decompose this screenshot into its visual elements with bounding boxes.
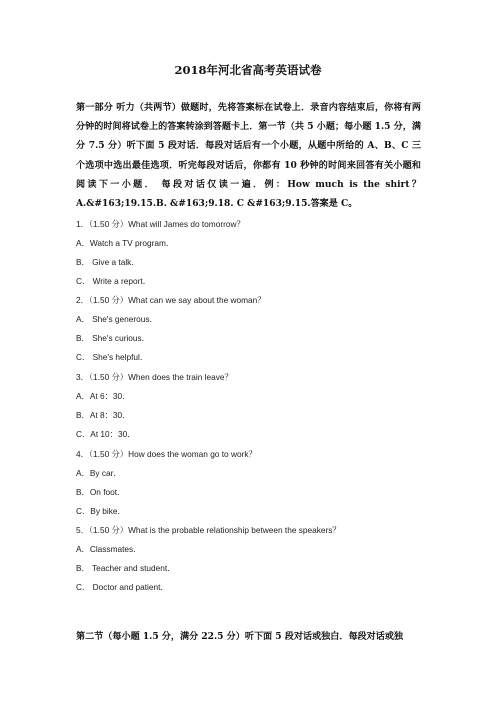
question-5-option-a: A．Classmates．	[76, 544, 142, 554]
question-4-option-c: C．By bike．	[76, 506, 126, 516]
question-4-option-b: B．On foot．	[76, 487, 126, 497]
question-5-option-c: C． Doctor and patient．	[76, 582, 169, 592]
question-1-option-b: B． Give a talk．	[76, 257, 140, 267]
section-2-heading: 第二节（每小题 1.5 分，满分 22.5 分）听下面 5 段对话或独白．每段对话或独	[76, 631, 404, 642]
exam-title: 2018年河北省高考英语试卷	[174, 63, 322, 77]
question-4-stem: 4．（1.50 分）How does the woman go to work？	[76, 449, 257, 459]
question-2-stem: 2．（1.50 分）What can we say about the woman？	[76, 295, 266, 305]
question-1-option-a: A．Watch a TV program．	[76, 238, 175, 248]
question-1-stem: 1．（1.50 分）What will James do tomorrow？	[76, 219, 245, 229]
question-5-stem: 5．（1.50 分）What is the probable relationship between the speakers？	[76, 525, 341, 535]
question-2-option-b: B． She's curious．	[76, 333, 150, 343]
question-2-option-c: C． She's helpful．	[76, 352, 149, 362]
question-4-option-a: A．By car．	[76, 468, 122, 478]
question-3-option-c: C．At 10：30．	[76, 429, 136, 439]
question-3-stem: 3．（1.50 分）When does the train leave？	[76, 372, 233, 382]
question-3-option-a: A．At 6：30．	[76, 391, 131, 401]
question-1-option-c: C． Write a report．	[76, 276, 151, 286]
question-2-option-a: A． She's generous．	[76, 314, 158, 324]
section-1-instructions: 第一部分 听力（共两节）做题时，先将答案标在试卷上．录音内容结束后，你将有两分钟的时间将试卷上的答案转涂到答题卡上．第一节（共 5 小题；每小题 1.5 分，满分 7.5 分）听下面 5 段对话．每段对话后有一个小题，从题中所给的 A、B、C 三个选项中选出最佳选项．听完每段对话后，你都有 10 秒钟的时间来回答有关小题和阅读下一小题． 每段对话仅读一遍．例：How much is the shirt？A.&#163;19.15.B. &#163;9.18. C &#163;9.15.答案是 C。	[76, 102, 421, 210]
question-3-option-b: B．At 8：30．	[76, 410, 131, 420]
question-5-option-b: B． Teacher and student．	[76, 563, 176, 573]
